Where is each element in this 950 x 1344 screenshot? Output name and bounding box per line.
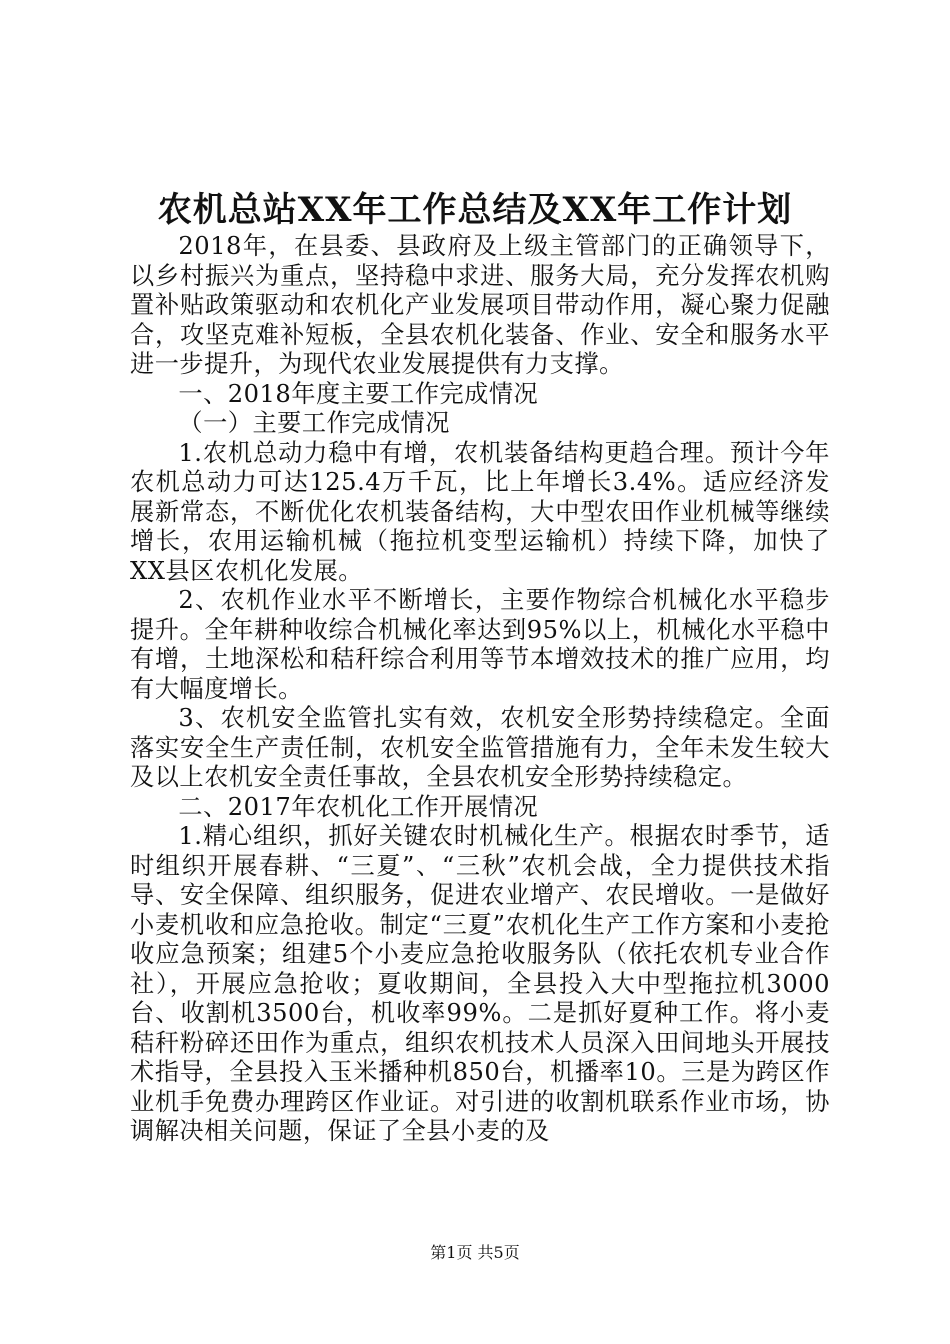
- paragraph-item-1: 1.农机总动力稳中有增，农机装备结构更趋合理。预计今年农机总动力可达125.4万千瓦，比上年增长3.4%。适应经济发展新常态，不断优化农机装备结构，大中型农田作业机械等继续增长，农用运输机械（拖拉机变型运输机）持续下降，加快了XX县区农机化发展。: [130, 438, 830, 585]
- page-footer: 第1页 共5页: [430, 1243, 520, 1262]
- paragraph-intro: 2018年，在县委、县政府及上级主管部门的正确领导下，以乡村振兴为重点，坚持稳中求进、服务大局，充分发挥农机购置补贴政策驱动和农机化产业发展项目带动作用，凝心聚力促融合，攻坚克难补短板，全县农机化装备、作业、安全和服务水平进一步提升，为现代农业发展提供有力支撑。: [130, 232, 830, 378]
- paragraph-item-3: 3、农机安全监管扎实有效，农机安全形势持续稳定。全面落实安全生产责任制，农机安全监管措施有力，全年未发生较大及以上农机安全责任事故，全县农机安全形势持续稳定。: [130, 704, 830, 791]
- paragraph-item-2: 2、农机作业水平不断增长，主要作物综合机械化水平稳步提升。全年耕种收综合机械化率达到95%以上，机械化水平稳中有增，土地深松和秸秆综合利用等节本增效技术的推广应用，均有大幅度增长。: [130, 586, 830, 703]
- paragraph-section2-item-1: 1.精心组织，抓好关键农时机械化生产。根据农时季节，适时组织开展春耕、“三夏”、“三秋”农机会战，全力提供技术指导、安全保障、组织服务，促进农业增产、农民增收。一是做好小麦机收和应急抢收。制定“三夏”农机化生产工作方案和小麦抢收应急预案；组建5个小麦应急抢收服务队（依托农机专业合作社），开展应急抢收；夏收期间，全县投入大中型拖拉机3000台、收割机3500台，机收率99%。二是抓好夏种工作。将小麦秸秆粉碎还田作为重点，组织农机技术人员深入田间地头开展技术指导，全县投入玉米播种机850台，机播率10。三是为跨区作业机手免费办理跨区作业证。对引进的收割机联系作业市场，协调解决相关问题，保证了全县小麦的及: [130, 822, 830, 1145]
- subsection-heading-1: （一）主要工作完成情况: [178, 409, 450, 437]
- document-body: [130, 232, 830, 1147]
- section-heading-1: 一、2018年度主要工作完成情况: [178, 379, 539, 408]
- document-title: 农机总站XX年工作总结及XX年工作计划: [157, 190, 793, 230]
- section-heading-2: 二、2017年农机化工作开展情况: [178, 792, 539, 821]
